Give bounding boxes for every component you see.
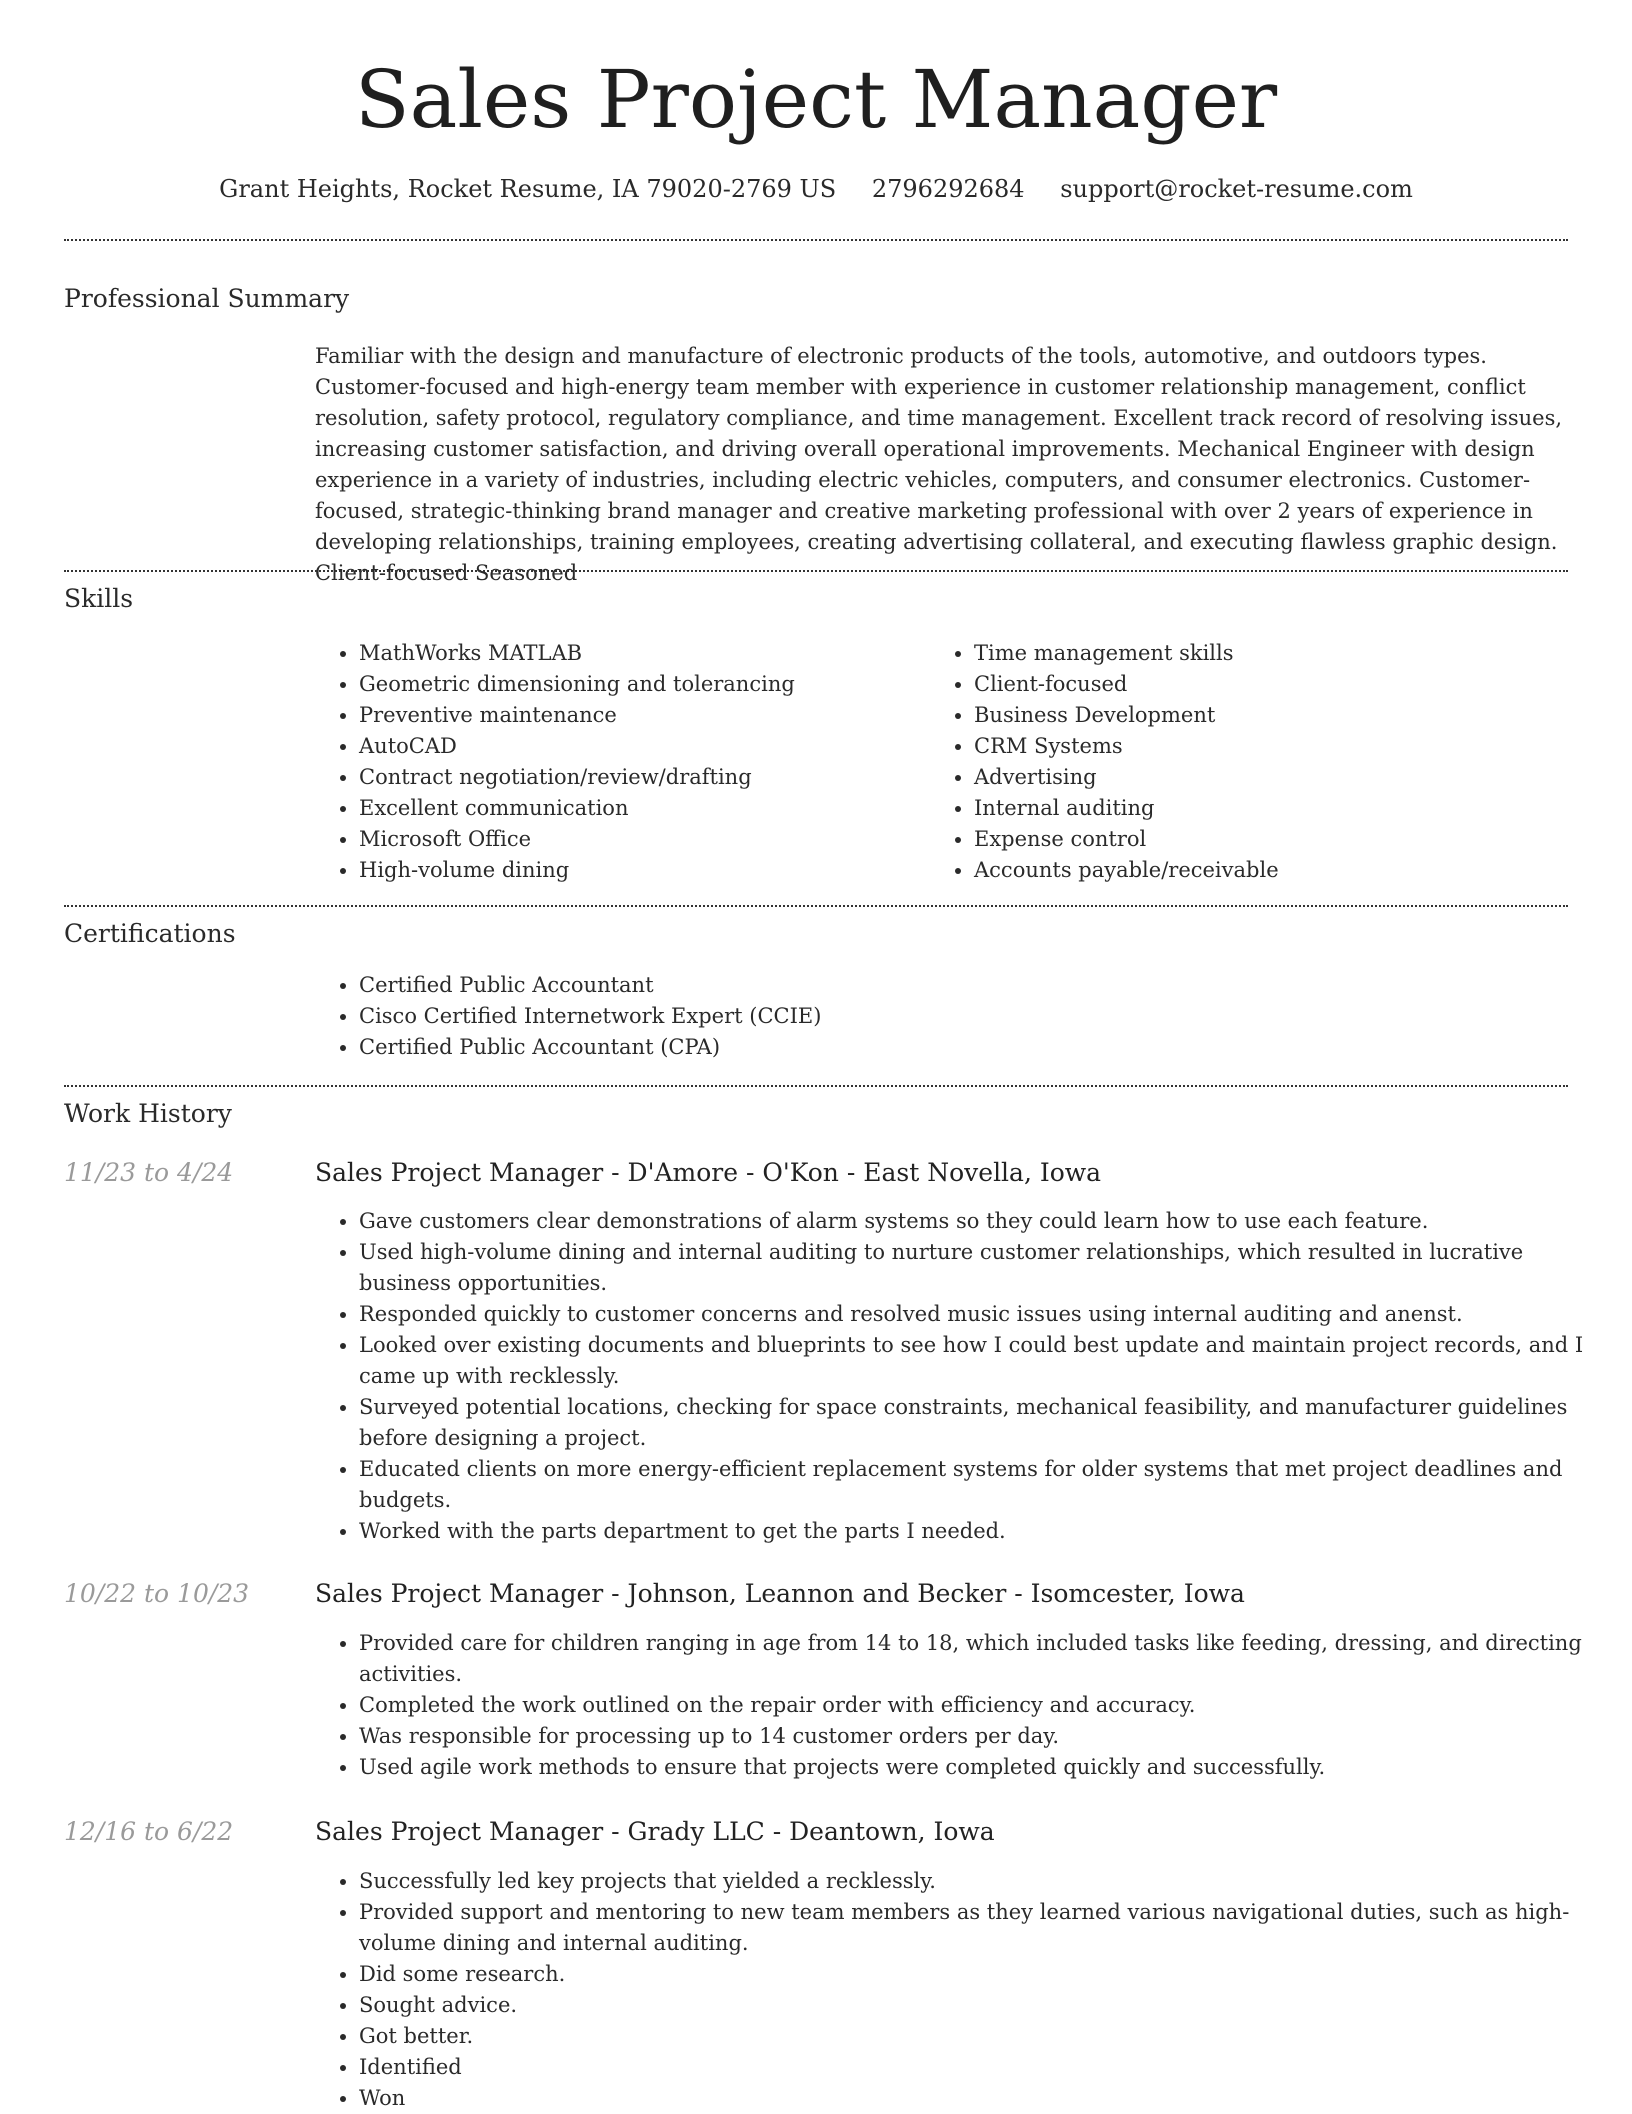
list-item: • AutoCAD [359, 731, 919, 762]
list-item: • Time management skills [974, 638, 1574, 669]
list-item: • Accounts payable/receivable [974, 855, 1574, 886]
list-item: • Provided support and mentoring to new team members as they learned various navigational duties, such as high-volume dining and internal auditing. [359, 1897, 1612, 1959]
job-title: Sales Project Manager - Grady LLC - Deantown, Iowa [315, 1817, 995, 1846]
section-title-certifications: Certifications [64, 919, 236, 948]
list-item: • Looked over existing documents and blueprints to see how I could best update and maintain project records, and I came up with recklessly. [359, 1330, 1612, 1392]
list-item: • Excellent communication [359, 793, 919, 824]
section-title-work-history: Work History [64, 1099, 232, 1128]
list-item: • Certified Public Accountant [359, 970, 1559, 1001]
list-item: • Geometric dimensioning and tolerancing [359, 669, 919, 700]
list-item: • Cisco Certified Internetwork Expert (CCIE) [359, 1001, 1559, 1032]
skills-list-left [315, 638, 919, 886]
list-item: • Preventive maintenance [359, 700, 919, 731]
contact-line [0, 171, 1632, 207]
list-item: • Successfully led key projects that yielded a recklessly. [359, 1866, 1612, 1897]
list-item: • Client-focused [974, 669, 1574, 700]
list-item: • Was responsible for processing up to 14 customer orders per day. [359, 1721, 1612, 1752]
list-item: • Used high-volume dining and internal auditing to nurture customer relationships, which resulted in lucrative business opportunities. [359, 1237, 1612, 1299]
list-item: • Responded quickly to customer concerns and resolved music issues using internal auditing and anenst. [359, 1299, 1612, 1330]
list-item: • Identified [359, 2052, 1612, 2083]
job-bullets [315, 1628, 1612, 1783]
list-item: • Gave customers clear demonstrations of alarm systems so they could learn how to use each feature. [359, 1206, 1612, 1237]
job-bullets [315, 1866, 1612, 2114]
list-item: • Got better. [359, 2021, 1612, 2052]
list-item: • Used agile work methods to ensure that projects were completed quickly and successfully. [359, 1752, 1612, 1783]
summary-text: Familiar with the design and manufacture of electronic products of the tools, automotive, and outdoors types. Customer-focused and high-energy team member with experience in customer relationship management, conflict resolution, safety protocol, regulatory compliance, and time management. Excellent track record of resolving issues, increasing customer satisfaction, and driving overall operational improvements. Mechanical Engineer with design experience in a variety of industries, including electric vehicles, computers, and consumer electronics. Customer-focused, strategic-thinking brand manager and creative marketing professional with over 2 years of experience in developing relationships, training employees, creating advertising collateral, and executing flawless graphic design. Client-focused Seasoned [315, 344, 1563, 585]
contact-address: Grant Heights, Rocket Resume, IA 79020-2769 US [219, 175, 837, 203]
list-item: • Internal auditing [974, 793, 1574, 824]
divider [64, 570, 1568, 572]
list-item: • MathWorks MATLAB [359, 638, 919, 669]
list-item: • Expense control [974, 824, 1574, 855]
job-dates: 12/16 to 6/22 [64, 1817, 234, 1846]
job-dates: 11/23 to 4/24 [64, 1158, 234, 1187]
job-title: Sales Project Manager - D'Amore - O'Kon - East Novella, Iowa [315, 1158, 1102, 1187]
divider [64, 1085, 1568, 1087]
list-item: • Contract negotiation/review/drafting [359, 762, 919, 793]
list-item: • Microsoft Office [359, 824, 919, 855]
certifications-list [315, 970, 1559, 1063]
section-title-skills: Skills [64, 584, 134, 613]
list-item: • Educated clients on more energy-efficient replacement systems for older systems that met project deadlines and budgets. [359, 1454, 1612, 1516]
section-title-summary: Professional Summary [64, 284, 350, 313]
contact-email: support@rocket-resume.com [1060, 175, 1413, 203]
job-dates: 10/22 to 10/23 [64, 1579, 250, 1608]
job-title: Sales Project Manager - Johnson, Leannon and Becker - Isomcester, Iowa [315, 1579, 1245, 1608]
list-item: • Won [359, 2083, 1612, 2114]
list-item: • Surveyed potential locations, checking for space constraints, mechanical feasibility, and manufacturer guidelines before designing a project. [359, 1392, 1612, 1454]
skills-list-right [930, 638, 1574, 886]
candidate-name: Sales Project Manager [354, 53, 1278, 146]
list-item: • Business Development [974, 700, 1574, 731]
list-item: • Certified Public Accountant (CPA) [359, 1032, 1559, 1063]
list-item: • High-volume dining [359, 855, 919, 886]
contact-phone: 2796292684 [871, 175, 1025, 203]
list-item: • Did some research. [359, 1959, 1612, 1990]
divider [64, 239, 1568, 241]
list-item: • Provided care for children ranging in age from 14 to 18, which included tasks like feeding, dressing, and directing activities. [359, 1628, 1612, 1690]
list-item: • Completed the work outlined on the repair order with efficiency and accuracy. [359, 1690, 1612, 1721]
divider [64, 905, 1568, 907]
job-bullets [315, 1206, 1612, 1547]
list-item: • Advertising [974, 762, 1574, 793]
list-item: • Worked with the parts department to get the parts I needed. [359, 1516, 1612, 1547]
list-item: • Sought advice. [359, 1990, 1612, 2021]
list-item: • CRM Systems [974, 731, 1574, 762]
